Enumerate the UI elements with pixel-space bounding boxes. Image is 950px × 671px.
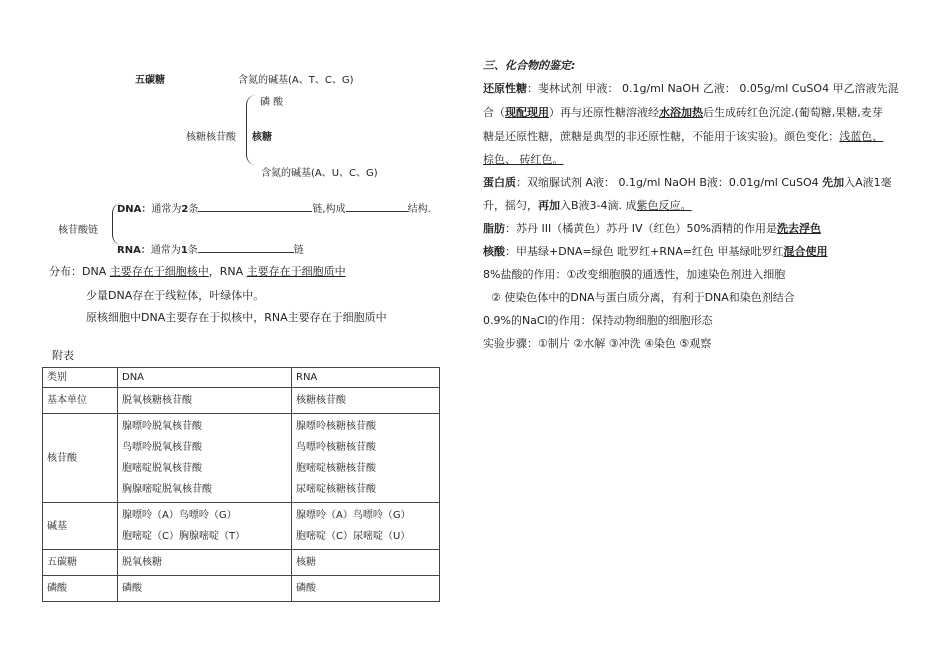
blank-line — [346, 201, 408, 212]
steps-line: 实验步骤：①制片 ②水解 ③冲洗 ④染色 ⑤观察 — [483, 337, 712, 350]
blank-line — [198, 242, 294, 253]
dna-chain-line: DNA：通常为2条 链,构成 结构. — [117, 200, 431, 215]
pentose-label: 五碳糖 — [135, 75, 165, 86]
reducing-sugar-line-3: 糖是还原性糖，蔗糖是典型的非还原性糖，不能用于该实验)。颜色变化：浅蓝色、 — [483, 130, 884, 143]
table-row: 五碳糖 脱氧核糖 核糖 — [43, 550, 440, 576]
distribution-line-1: 分布：DNA 主要存在于细胞核中，RNA 主要存在于细胞质中 — [49, 265, 346, 278]
protein-line-1: 蛋白质：双缩脲试剂 A液： 0.1g/ml NaOH B液：0.01g/ml CuSO4 先加入A液1毫 — [483, 176, 892, 189]
nucleic-acid-line: 核酸：甲基绿+DNA=绿色 吡罗红+RNA=红色 甲基绿吡罗红混合使用 — [483, 245, 828, 258]
bottom-base-text: 含氮的碱基(A、U、C、G) — [261, 168, 378, 179]
nucleotide-label: 核糖核苷酸 — [186, 132, 236, 143]
phosphate-text: 磷 酸 — [260, 97, 284, 108]
distribution-line-3: 原核细胞中DNA主要存在于拟核中，RNA主要存在于细胞质中 — [86, 311, 387, 324]
dna-chain-label: DNA： — [117, 204, 152, 215]
table-row: 核苷酸 腺嘌呤脱氧核苷酸 鸟嘌呤脱氧核苷酸 胞嘧啶脱氧核苷酸 胸腺嘧啶脱氧核苷酸 腺嘌呤核糖核苷酸 鸟嘌呤核糖核苷酸 胞嘧啶核糖核苷酸 尿嘧啶核糖核苷酸 — [43, 414, 440, 503]
protein-line-2: 升，摇匀，再加入B液3-4滴. 成紫色反应。 — [483, 199, 692, 212]
reducing-sugar-line-4: 棕色、 砖红色。 — [483, 153, 564, 166]
nacl-line: 0.9%的NaCl的作用：保持动物细胞的细胞形态 — [483, 314, 713, 327]
ribose-text: 核糖 — [252, 132, 272, 143]
chain-label: 核苷酸链 — [58, 225, 98, 236]
table-row: 基本单位 脱氧核糖核苷酸 核糖核苷酸 — [43, 388, 440, 414]
reducing-sugar-line-1: 还原性糖：斐林试剂 甲液： 0.1g/ml NaOH 乙液： 0.05g/ml CuSO4 甲乙溶液先混 — [483, 82, 899, 95]
table-row: 类别 DNA RNA — [43, 368, 440, 388]
appendix-title: 附表 — [52, 349, 74, 362]
blank-line — [198, 201, 312, 212]
fat-line: 脂肪：苏丹 III（橘黄色）苏丹 IV（红色）50%酒精的作用是洗去浮色 — [483, 222, 821, 235]
hcl-line-1: 8%盐酸的作用：①改变细胞膜的通透性，加速染色剂进入细胞 — [483, 268, 786, 281]
table-row: 碱基 腺嘌呤（A）鸟嘌呤（G） 胞嘧啶（C）胸腺嘧啶（T） 腺嘌呤（A）鸟嘌呤（G） 胞嘧啶（C）尿嘧啶（U） — [43, 503, 440, 550]
top-base-text: 含氮的碱基(A、T、C、G) — [238, 75, 354, 86]
section-heading: 三、化合物的鉴定: — [483, 59, 576, 72]
rna-chain-line: RNA：通常为1条 链 — [117, 241, 304, 256]
distribution-line-2: 少量DNA存在于线粒体，叶绿体中。 — [86, 289, 265, 302]
rna-chain-label: RNA： — [117, 245, 151, 256]
reducing-sugar-line-2: 合（现配现用）再与还原性糖溶液经水浴加热后生成砖红色沉淀.(葡萄糖,果糖,麦芽 — [483, 106, 883, 119]
appendix-table — [42, 367, 440, 602]
hcl-line-2: ② 使染色体中的DNA与蛋白质分离，有利于DNA和染色剂结合 — [491, 291, 795, 304]
table-row: 磷酸 磷酸 磷酸 — [43, 576, 440, 602]
